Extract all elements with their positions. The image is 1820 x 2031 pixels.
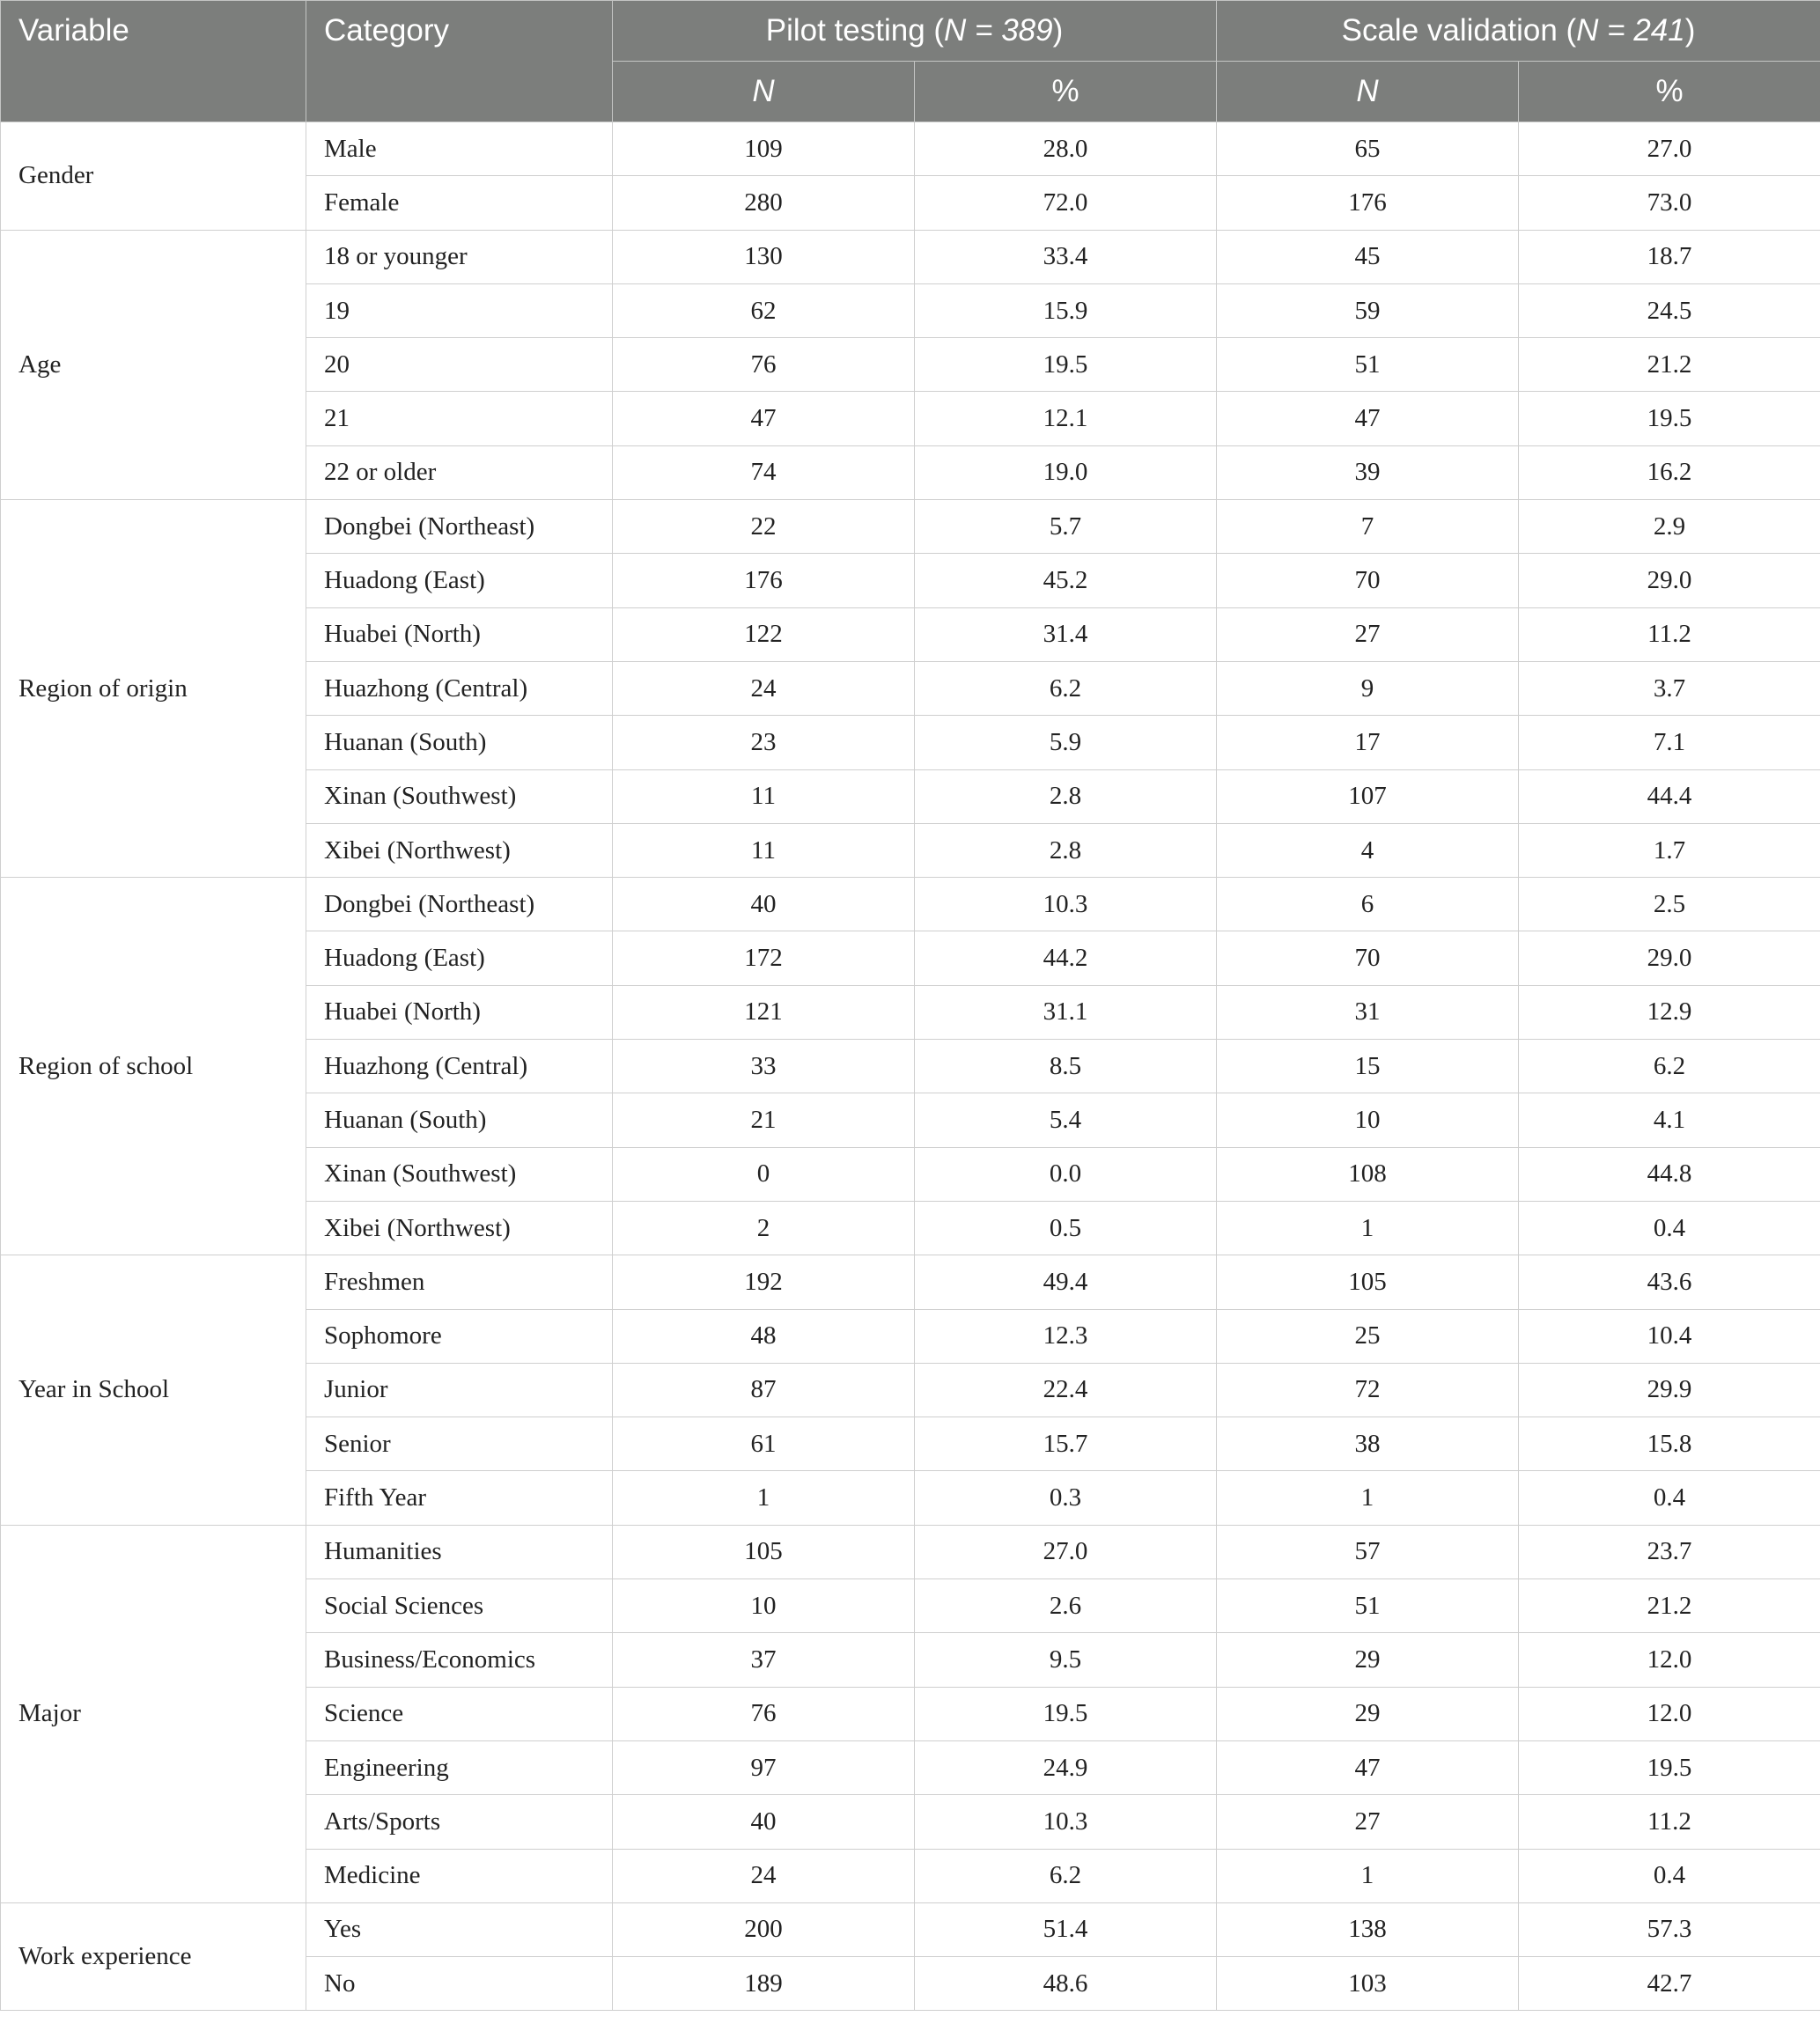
pilot-n-cell: 33 [613, 1040, 915, 1093]
pilot-pct-cell: 8.5 [915, 1040, 1217, 1093]
scale-pct-cell: 21.2 [1519, 1579, 1820, 1633]
pilot-pct-cell: 19.5 [915, 1687, 1217, 1740]
scale-n-cell: 6 [1217, 878, 1519, 931]
category-cell: Engineering [306, 1740, 613, 1794]
pilot-pct-cell: 27.0 [915, 1525, 1217, 1578]
scale-n-cell: 29 [1217, 1687, 1519, 1740]
category-cell: Fifth Year [306, 1471, 613, 1525]
scale-n-cell: 45 [1217, 230, 1519, 283]
scale-n-cell: 9 [1217, 661, 1519, 715]
pilot-pct-cell: 12.3 [915, 1309, 1217, 1363]
scale-pct-cell: 19.5 [1519, 392, 1820, 445]
pilot-pct-cell: 15.9 [915, 283, 1217, 337]
header-pilot-suffix: ) [1052, 13, 1064, 48]
category-cell: Xinan (Southwest) [306, 769, 613, 823]
pilot-n-cell: 1 [613, 1471, 915, 1525]
pilot-n-cell: 62 [613, 283, 915, 337]
scale-n-cell: 176 [1217, 176, 1519, 230]
scale-pct-cell: 19.5 [1519, 1740, 1820, 1794]
variable-cell: Region of origin [1, 500, 306, 878]
category-cell: Humanities [306, 1525, 613, 1578]
category-cell: Huanan (South) [306, 1093, 613, 1147]
pilot-n-cell: 23 [613, 716, 915, 769]
scale-pct-cell: 12.9 [1519, 985, 1820, 1039]
pilot-pct-cell: 2.6 [915, 1579, 1217, 1633]
pilot-pct-cell: 9.5 [915, 1633, 1217, 1687]
scale-n-cell: 4 [1217, 823, 1519, 877]
pilot-n-cell: 37 [613, 1633, 915, 1687]
category-cell: Yes [306, 1902, 613, 1956]
scale-pct-cell: 16.2 [1519, 445, 1820, 499]
header-pilot-pct-col: % [915, 62, 1217, 122]
pilot-pct-cell: 0.5 [915, 1201, 1217, 1255]
header-category: Category [306, 1, 613, 122]
scale-pct-cell: 7.1 [1519, 716, 1820, 769]
pilot-pct-cell: 51.4 [915, 1902, 1217, 1956]
pilot-pct-cell: 24.9 [915, 1740, 1217, 1794]
scale-pct-cell: 1.7 [1519, 823, 1820, 877]
category-cell: Huadong (East) [306, 931, 613, 985]
scale-n-cell: 7 [1217, 500, 1519, 554]
scale-pct-cell: 73.0 [1519, 176, 1820, 230]
pilot-n-cell: 40 [613, 878, 915, 931]
category-cell: Business/Economics [306, 1633, 613, 1687]
scale-n-cell: 47 [1217, 392, 1519, 445]
category-cell: Freshmen [306, 1255, 613, 1309]
pilot-pct-cell: 5.7 [915, 500, 1217, 554]
pilot-n-cell: 61 [613, 1417, 915, 1471]
scale-n-cell: 70 [1217, 554, 1519, 607]
pilot-n-cell: 192 [613, 1255, 915, 1309]
pilot-pct-cell: 19.5 [915, 338, 1217, 392]
header-scale-validation [1217, 1, 1820, 62]
scale-n-cell: 108 [1217, 1147, 1519, 1201]
pilot-pct-cell: 0.3 [915, 1471, 1217, 1525]
category-cell: Junior [306, 1363, 613, 1417]
pilot-n-cell: 74 [613, 445, 915, 499]
pilot-n-cell: 21 [613, 1093, 915, 1147]
scale-n-cell: 59 [1217, 283, 1519, 337]
pilot-n-cell: 130 [613, 230, 915, 283]
variable-cell: Gender [1, 122, 306, 231]
pilot-n-cell: 47 [613, 392, 915, 445]
pilot-pct-cell: 45.2 [915, 554, 1217, 607]
table-row [1, 500, 1820, 554]
pilot-n-cell: 121 [613, 985, 915, 1039]
pilot-pct-cell: 31.4 [915, 607, 1217, 661]
pilot-n-cell: 24 [613, 1849, 915, 1902]
pilot-pct-cell: 5.4 [915, 1093, 1217, 1147]
scale-n-cell: 65 [1217, 122, 1519, 176]
header-pilot-testing [613, 1, 1217, 62]
header-pilot-n-col [613, 62, 915, 122]
category-cell: Xibei (Northwest) [306, 823, 613, 877]
pilot-pct-cell: 22.4 [915, 1363, 1217, 1417]
category-cell: Female [306, 176, 613, 230]
pilot-pct-cell: 5.9 [915, 716, 1217, 769]
scale-n-cell: 70 [1217, 931, 1519, 985]
scale-pct-cell: 11.2 [1519, 607, 1820, 661]
header-scale-pct-col: % [1519, 62, 1820, 122]
variable-cell: Age [1, 230, 306, 499]
scale-n-cell: 107 [1217, 769, 1519, 823]
scale-n-cell: 51 [1217, 338, 1519, 392]
pilot-n-cell: 176 [613, 554, 915, 607]
scale-pct-cell: 18.7 [1519, 230, 1820, 283]
category-cell: Huabei (North) [306, 985, 613, 1039]
scale-n-cell: 31 [1217, 985, 1519, 1039]
scale-pct-cell: 42.7 [1519, 1957, 1820, 2011]
scale-n-cell: 27 [1217, 607, 1519, 661]
category-cell: Huazhong (Central) [306, 1040, 613, 1093]
pilot-n-cell: 109 [613, 122, 915, 176]
category-cell: No [306, 1957, 613, 2011]
header-variable: Variable [1, 1, 306, 122]
scale-n-cell: 51 [1217, 1579, 1519, 1633]
pilot-pct-cell: 72.0 [915, 176, 1217, 230]
pilot-n-cell: 11 [613, 769, 915, 823]
category-cell: Arts/Sports [306, 1795, 613, 1849]
pilot-pct-cell: 33.4 [915, 230, 1217, 283]
pilot-n-cell: 2 [613, 1201, 915, 1255]
pilot-pct-cell: 15.7 [915, 1417, 1217, 1471]
scale-pct-cell: 12.0 [1519, 1633, 1820, 1687]
pilot-pct-cell: 19.0 [915, 445, 1217, 499]
table-row [1, 1902, 1820, 1956]
header-scale-n: N = 241 [1576, 13, 1685, 48]
scale-n-cell: 103 [1217, 1957, 1519, 2011]
pilot-n-cell: 40 [613, 1795, 915, 1849]
category-cell: Dongbei (Northeast) [306, 500, 613, 554]
scale-pct-cell: 29.0 [1519, 554, 1820, 607]
pilot-pct-cell: 6.2 [915, 661, 1217, 715]
category-cell: Social Sciences [306, 1579, 613, 1633]
table-row [1, 122, 1820, 176]
pilot-n-cell: 76 [613, 338, 915, 392]
category-cell: Huanan (South) [306, 716, 613, 769]
pilot-n-cell: 0 [613, 1147, 915, 1201]
category-cell: Male [306, 122, 613, 176]
scale-n-cell: 57 [1217, 1525, 1519, 1578]
category-cell: Huabei (North) [306, 607, 613, 661]
pilot-pct-cell: 10.3 [915, 1795, 1217, 1849]
pilot-pct-cell: 6.2 [915, 1849, 1217, 1902]
category-cell: Xibei (Northwest) [306, 1201, 613, 1255]
scale-pct-cell: 27.0 [1519, 122, 1820, 176]
pilot-n-cell: 76 [613, 1687, 915, 1740]
table-body [1, 122, 1820, 2011]
scale-n-cell: 15 [1217, 1040, 1519, 1093]
scale-pct-cell: 29.9 [1519, 1363, 1820, 1417]
scale-n-cell: 1 [1217, 1471, 1519, 1525]
scale-n-cell: 38 [1217, 1417, 1519, 1471]
header-pilot-n: N = 389 [944, 13, 1053, 48]
category-cell: Xinan (Southwest) [306, 1147, 613, 1201]
scale-n-cell: 25 [1217, 1309, 1519, 1363]
scale-pct-cell: 12.0 [1519, 1687, 1820, 1740]
pilot-pct-cell: 0.0 [915, 1147, 1217, 1201]
pilot-pct-cell: 49.4 [915, 1255, 1217, 1309]
pilot-n-cell: 97 [613, 1740, 915, 1794]
scale-n-cell: 10 [1217, 1093, 1519, 1147]
category-cell: 22 or older [306, 445, 613, 499]
header-pilot-prefix: Pilot testing ( [765, 13, 945, 48]
pilot-n-cell: 189 [613, 1957, 915, 2011]
scale-pct-cell: 24.5 [1519, 283, 1820, 337]
scale-pct-cell: 10.4 [1519, 1309, 1820, 1363]
scale-n-cell: 47 [1217, 1740, 1519, 1794]
category-cell: 18 or younger [306, 230, 613, 283]
pilot-pct-cell: 12.1 [915, 392, 1217, 445]
scale-n-cell: 1 [1217, 1849, 1519, 1902]
variable-cell: Year in School [1, 1255, 306, 1525]
variable-cell: Major [1, 1525, 306, 1902]
pilot-n-cell: 280 [613, 176, 915, 230]
scale-pct-cell: 0.4 [1519, 1201, 1820, 1255]
scale-pct-cell: 6.2 [1519, 1040, 1820, 1093]
category-cell: Senior [306, 1417, 613, 1471]
scale-pct-cell: 0.4 [1519, 1849, 1820, 1902]
scale-n-cell: 27 [1217, 1795, 1519, 1849]
table-header [1, 1, 1820, 122]
category-cell: 21 [306, 392, 613, 445]
pilot-n-cell: 22 [613, 500, 915, 554]
category-cell: 20 [306, 338, 613, 392]
category-cell: Dongbei (Northeast) [306, 878, 613, 931]
pilot-pct-cell: 10.3 [915, 878, 1217, 931]
scale-n-cell: 105 [1217, 1255, 1519, 1309]
scale-pct-cell: 21.2 [1519, 338, 1820, 392]
header-scale-suffix: ) [1684, 13, 1696, 48]
scale-pct-cell: 2.9 [1519, 500, 1820, 554]
header-pilot-n-label: N [752, 74, 775, 108]
pilot-n-cell: 172 [613, 931, 915, 985]
table-row [1, 1525, 1820, 1578]
scale-pct-cell: 4.1 [1519, 1093, 1820, 1147]
header-scale-n-label: N [1356, 74, 1379, 108]
pilot-pct-cell: 48.6 [915, 1957, 1217, 2011]
variable-cell: Region of school [1, 878, 306, 1255]
header-scale-n-col [1217, 62, 1519, 122]
scale-n-cell: 138 [1217, 1902, 1519, 1956]
scale-n-cell: 72 [1217, 1363, 1519, 1417]
table-row [1, 230, 1820, 283]
pilot-n-cell: 24 [613, 661, 915, 715]
pilot-n-cell: 10 [613, 1579, 915, 1633]
pilot-n-cell: 122 [613, 607, 915, 661]
pilot-n-cell: 87 [613, 1363, 915, 1417]
table-row [1, 878, 1820, 931]
category-cell: 19 [306, 283, 613, 337]
scale-pct-cell: 2.5 [1519, 878, 1820, 931]
scale-n-cell: 39 [1217, 445, 1519, 499]
pilot-n-cell: 11 [613, 823, 915, 877]
scale-pct-cell: 43.6 [1519, 1255, 1820, 1309]
variable-cell: Work experience [1, 1902, 306, 2011]
pilot-pct-cell: 2.8 [915, 769, 1217, 823]
category-cell: Medicine [306, 1849, 613, 1902]
pilot-pct-cell: 28.0 [915, 122, 1217, 176]
pilot-n-cell: 105 [613, 1525, 915, 1578]
pilot-n-cell: 200 [613, 1902, 915, 1956]
category-cell: Huadong (East) [306, 554, 613, 607]
scale-pct-cell: 44.8 [1519, 1147, 1820, 1201]
category-cell: Sophomore [306, 1309, 613, 1363]
scale-n-cell: 29 [1217, 1633, 1519, 1687]
header-row-top [1, 1, 1820, 62]
pilot-n-cell: 48 [613, 1309, 915, 1363]
scale-pct-cell: 29.0 [1519, 931, 1820, 985]
scale-n-cell: 1 [1217, 1201, 1519, 1255]
pilot-pct-cell: 31.1 [915, 985, 1217, 1039]
pilot-pct-cell: 44.2 [915, 931, 1217, 985]
scale-pct-cell: 57.3 [1519, 1902, 1820, 1956]
scale-pct-cell: 11.2 [1519, 1795, 1820, 1849]
category-cell: Huazhong (Central) [306, 661, 613, 715]
scale-pct-cell: 15.8 [1519, 1417, 1820, 1471]
header-scale-prefix: Scale validation ( [1341, 13, 1577, 48]
scale-pct-cell: 23.7 [1519, 1525, 1820, 1578]
category-cell: Science [306, 1687, 613, 1740]
scale-pct-cell: 0.4 [1519, 1471, 1820, 1525]
scale-pct-cell: 3.7 [1519, 661, 1820, 715]
scale-pct-cell: 44.4 [1519, 769, 1820, 823]
table-row [1, 1255, 1820, 1309]
pilot-pct-cell: 2.8 [915, 823, 1217, 877]
scale-n-cell: 17 [1217, 716, 1519, 769]
